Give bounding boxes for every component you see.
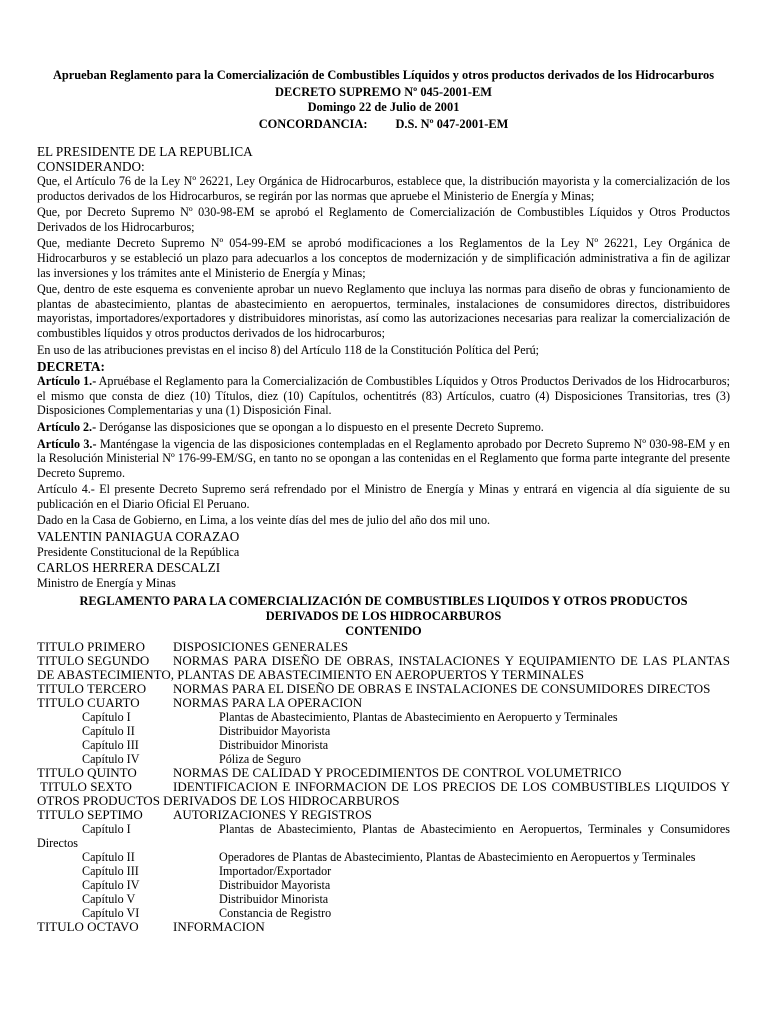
article-3 [37, 437, 730, 481]
toc-chapter-row: Capítulo IV Póliza de Seguro [82, 752, 301, 767]
article-label: Artículo 1.- [37, 374, 97, 389]
decree-number: DECRETO SUPREMO Nº 045-2001-EM [275, 85, 492, 99]
contenido-heading: CONTENIDO [345, 624, 422, 639]
closing-text: Dado en la Casa de Gobierno, en Lima, a los veinte días del mes de julio del año dos mil uno. [37, 513, 491, 528]
toc-chapter-row: Capítulo I Plantas de Abastecimiento, Plantas de Abastecimiento en Aeropuerto y Terminales [82, 710, 618, 725]
signatory-role: Ministro de Energía y Minas [37, 575, 176, 590]
toc-chapter-row: Capítulo IV Distribuidor Mayorista [82, 878, 331, 893]
decreta-heading: DECRETA: [37, 359, 105, 375]
toc-title-row: TITULO SEPTIMO AUTORIZACIONES Y REGISTROS [37, 807, 372, 823]
preamble-paragraph: En uso de las atribuciones previstas en el inciso 8) del Artículo 118 de la Constitución Política del Perú; [37, 342, 540, 357]
article-label: Artículo 3.- [37, 436, 97, 451]
preamble-paragraph: Que, mediante Decreto Supremo Nº 054-99-EM se aprobó modificaciones a los Reglamentos de la Ley Nº 26221, Ley Orgánica de Hidrocarburos y se estableció un plazo para adecuarlos a los conceptos de modernización y de simplificación administrativa a fin de agilizar las inversiones y los trámites ante el Ministerio de Energía y Minas; [37, 236, 730, 280]
document-page [37, 68, 730, 934]
considerando-heading: CONSIDERANDO: [37, 159, 145, 174]
toc-chapter-row: Capítulo II Operadores de Plantas de Abastecimiento, Plantas de Abastecimiento en Aeropuertos y Terminales [82, 850, 696, 865]
document-title: Aprueban Reglamento para la Comercialización de Combustibles Líquidos y otros productos derivados de los Hidrocarburos [52, 68, 715, 82]
article-text: Apruébase el Reglamento para la Comercialización de Combustibles Líquidos y Otros Productos Derivados de los Hidrocarburos; el mismo que consta de diez (10) Títulos, diez (10) Capítulos, ochentitrés (83) Artículos, cuatro (4) Disposiciones Transitorias, tres (3) Disposiciones Complementarias y una (1) Disposición Final. [37, 374, 730, 418]
toc-title-row: TITULO CUARTO NORMAS PARA LA OPERACION [37, 695, 363, 711]
article-2 [37, 420, 730, 435]
toc-title-row: TITULO PRIMERO DISPOSICIONES GENERALES [37, 639, 349, 655]
article-text: Manténgase la vigencia de las disposiciones contempladas en el Reglamento aprobado por Decreto Supremo Nº 030-98-EM y en la Resolución Ministerial Nº 176-99-EM/SG, en tanto no se opongan a las contenidas en el Reglamento que forma parte integrante del presente Decreto Supremo. [37, 436, 730, 480]
decree-date: Domingo 22 de Julio de 2001 [307, 100, 460, 114]
signatory-role: Presidente Constitucional de la República [37, 544, 240, 559]
preamble-paragraph: Que, dentro de este esquema es conveniente aprobar un nuevo Reglamento que incluya las normas para diseño de obras y funcionamiento de plantas de abastecimiento, plantas de abastecimiento en aeropuertos, terminales, instalaciones de consumidores directos, distribuidores mayoristas, importadores/exportadores y distribuidores minoristas, así como las autorizaciones necesarias para realizar la comercialización de combustibles líquidos y otros productos derivados de los hidrocarburos; [37, 282, 730, 340]
president-heading: EL PRESIDENTE DE LA REPUBLICA [37, 144, 253, 159]
signatory-name: CARLOS HERRERA DESCALZI [37, 560, 221, 576]
toc-title-row: TITULO SEGUNDO NORMAS PARA DISEÑO DE OBRAS, INSTALACIONES Y EQUIPAMIENTO DE LAS PLANTAS DE ABASTECIMIENTO, PLANTAS DE ABASTECIMIENTO EN AEROPUERTOS Y TERMINALES [37, 653, 730, 683]
article-text: Artículo 4.- El presente Decreto Supremo será refrendado por el Ministro de Energía y Minas y entrará en vigencia al día siguiente de su publicación en el Diario Oficial El Peruano. [37, 482, 730, 511]
toc-chapter-row: Capítulo V Distribuidor Minorista [82, 892, 329, 907]
article-4 [37, 482, 730, 511]
preamble-paragraph: Que, el Artículo 76 de la Ley Nº 26221, Ley Orgánica de Hidrocarburos, establece que, la distribución mayorista y la comercialización de los productos derivados de los Hidrocarburos, se regirán por las normas que apruebe el Ministerio de Energía y Minas; [37, 174, 730, 203]
table-of-contents [37, 640, 730, 934]
toc-title-row: TITULO QUINTO NORMAS DE CALIDAD Y PROCEDIMIENTOS DE CONTROL VOLUMETRICO [37, 765, 622, 781]
toc-chapter-row: Capítulo VI Constancia de Registro [82, 906, 332, 921]
concordancia-value: D.S. Nº 047-2001-EM [395, 117, 509, 131]
toc-chapter-row: Capítulo III Importador/Exportador [82, 864, 332, 879]
toc-title-row: TITULO SEXTO IDENTIFICACION E INFORMACION DE LOS PRECIOS DE LOS COMBUSTIBLES LIQUIDOS Y OTROS PRODUCTOS DERIVADOS DE LOS HIDROCARBUROS [37, 779, 730, 809]
toc-chapter-row: Capítulo I Plantas de Abastecimiento, Plantas de Abastecimiento en Aeropuertos, Terminales y Consumidores Directos [37, 822, 730, 851]
toc-title-row: TITULO TERCERO NORMAS PARA EL DISEÑO DE OBRAS E INSTALACIONES DE CONSUMIDORES DIRECTOS [37, 681, 711, 697]
toc-title-row: TITULO OCTAVO INFORMACION [37, 919, 265, 935]
article-text: Deróganse las disposiciones que se opongan a lo dispuesto en el presente Decreto Supremo. [96, 419, 544, 434]
concordancia [37, 117, 730, 132]
preamble-paragraph: Que, por Decreto Supremo Nº 030-98-EM se aprobó el Reglamento de Comercialización de Combustibles Líquidos y Otros Productos Derivados de los Hidrocarburos; [37, 205, 730, 234]
signatory-name: VALENTIN PANIAGUA CORAZAO [37, 529, 240, 545]
toc-chapter-row: Capítulo III Distribuidor Minorista [82, 738, 329, 753]
article-1 [37, 374, 730, 418]
article-label: Artículo 2.- [37, 419, 97, 434]
toc-chapter-row: Capítulo II Distribuidor Mayorista [82, 724, 331, 739]
concordancia-label: CONCORDANCIA: [258, 117, 368, 131]
regulation-title: REGLAMENTO PARA LA COMERCIALIZACIÓN DE COMBUSTIBLES LIQUIDOS Y OTROS PRODUCTOS DERIVADOS DE LOS HIDROCARBUROS [79, 594, 688, 624]
